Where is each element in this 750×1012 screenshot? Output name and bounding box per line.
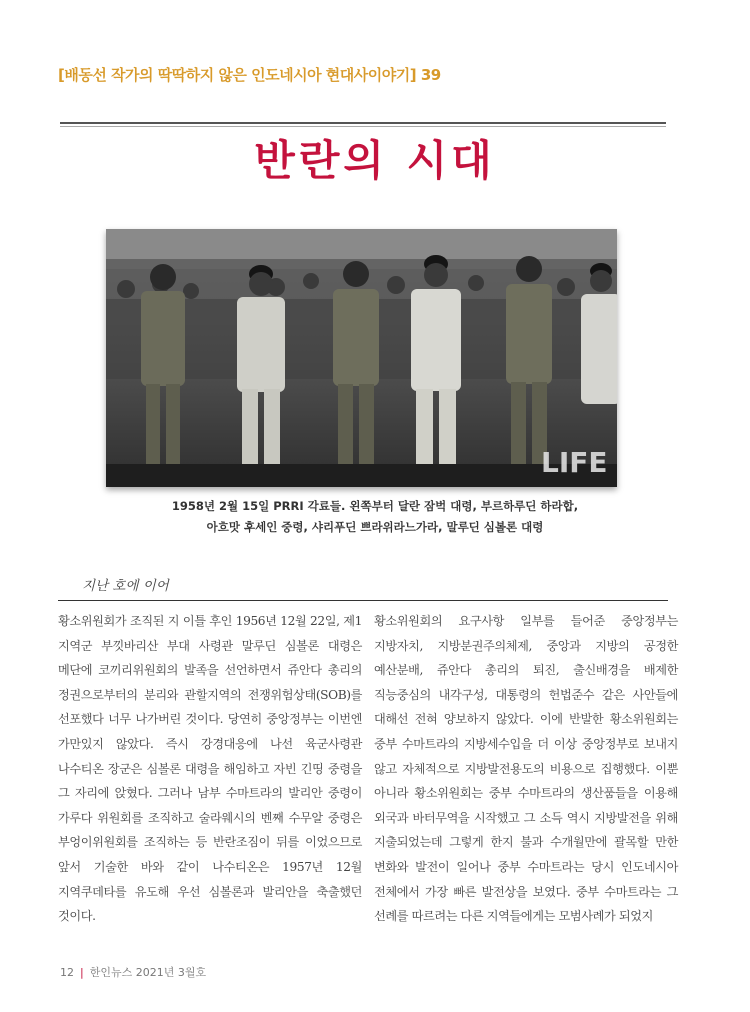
title-rule: [60, 122, 666, 124]
photo-illustration: [106, 229, 617, 487]
caption-line-1: 1958년 2월 15일 PRRI 각료들. 왼쪽부터 달란 잠벅 대령, 부르하루딘 하라합,: [171, 499, 579, 513]
page-footer: [60, 964, 206, 980]
article-column-left: 황소위원회가 조직된 지 이틀 후인 1956년 12월 22일, 제1 지역군 부낏바리산 부대 사령관 말루딘 심볼론 대령은 메단에 코끼리위원회의 발족을 선언하면서 쥬안다 총리의 정권으로부터의 분리와 관할지역의 전쟁위험상태(SOB)를 선포했다 너무 나가버린 것이다. 당연히 중앙정부는 이번엔 가만있지 않았다. 즉시 강경대응에 나선 육군사령관 나수티온 장군은 심볼론 대령을 해임하고 자빈 긴띵 중령을 그 자리에 앉혔다. 그러나 남부 수마트라의 발리안 중령이 가루다 위원회를 조직하고 술라웨시의 벤째 수무알 중령은 부엉이위원회를 조직하는 등 반란조짐이 뒤를 이었으므로 앞서 기술한 바와 같이 나수티온은 1957년 12월 지역쿠데타를 유도해 우선 심볼론과 발리안을 축출했던 것이다.: [58, 614, 362, 924]
article-divider: [58, 600, 668, 601]
page-title: 반란의 시대: [254, 136, 496, 185]
photo-caption: [90, 496, 660, 538]
publication-name: 한인뉴스 2021년 3월호: [89, 966, 207, 979]
life-watermark: LIFE: [541, 446, 608, 479]
page-number: 12: [60, 966, 74, 979]
article-column-right: 황소위원회의 요구사항 일부를 들어준 중앙정부는 지방자치, 지방분권주의체제, 중앙과 지방의 공정한 예산분배, 쥬안다 총리의 퇴진, 출신배경을 배제한 직능중심의 내각구성, 대통령의 헌법준수 같은 사안들에 대해선 전혀 양보하지 않았다. 이에 반발한 황소위원회는 중부 수마트라의 지방세수입을 더 이상 중앙정부로 보내지 않고 자체적으로 지방발전용도의 비용으로 집행했다. 이뿐 아니라 황소위원회는 중부 수마트라의 생산품들을 이용해 외국과 바터무역을 시작했고 그 소득 역시 지방발전을 위해 지출되었는데 그렇게 한지 불과 수개월만에 괄목할 만한 변화와 발전이 일어나 중부 수마트라는 당시 인도네시아 전체에서 가장 빠른 발전상을 보였다. 중부 수마트라는 그 선례를 따르려는 다른 지역들에게는 모범사례가 되었지: [374, 614, 678, 924]
series-label: [배동선 작가의 딱딱하지 않은 인도네시아 현대사이야기] 39: [58, 66, 441, 84]
caption-line-2: 아흐맛 후세인 중령, 샤리푸딘 쁘라위라느가라, 말루딘 심볼론 대령: [206, 520, 544, 534]
footer-separator: |: [80, 966, 84, 979]
historical-photo: [106, 229, 617, 487]
continued-note: 지난 호에 이어: [82, 578, 169, 594]
title-rule-thin: [60, 126, 666, 127]
